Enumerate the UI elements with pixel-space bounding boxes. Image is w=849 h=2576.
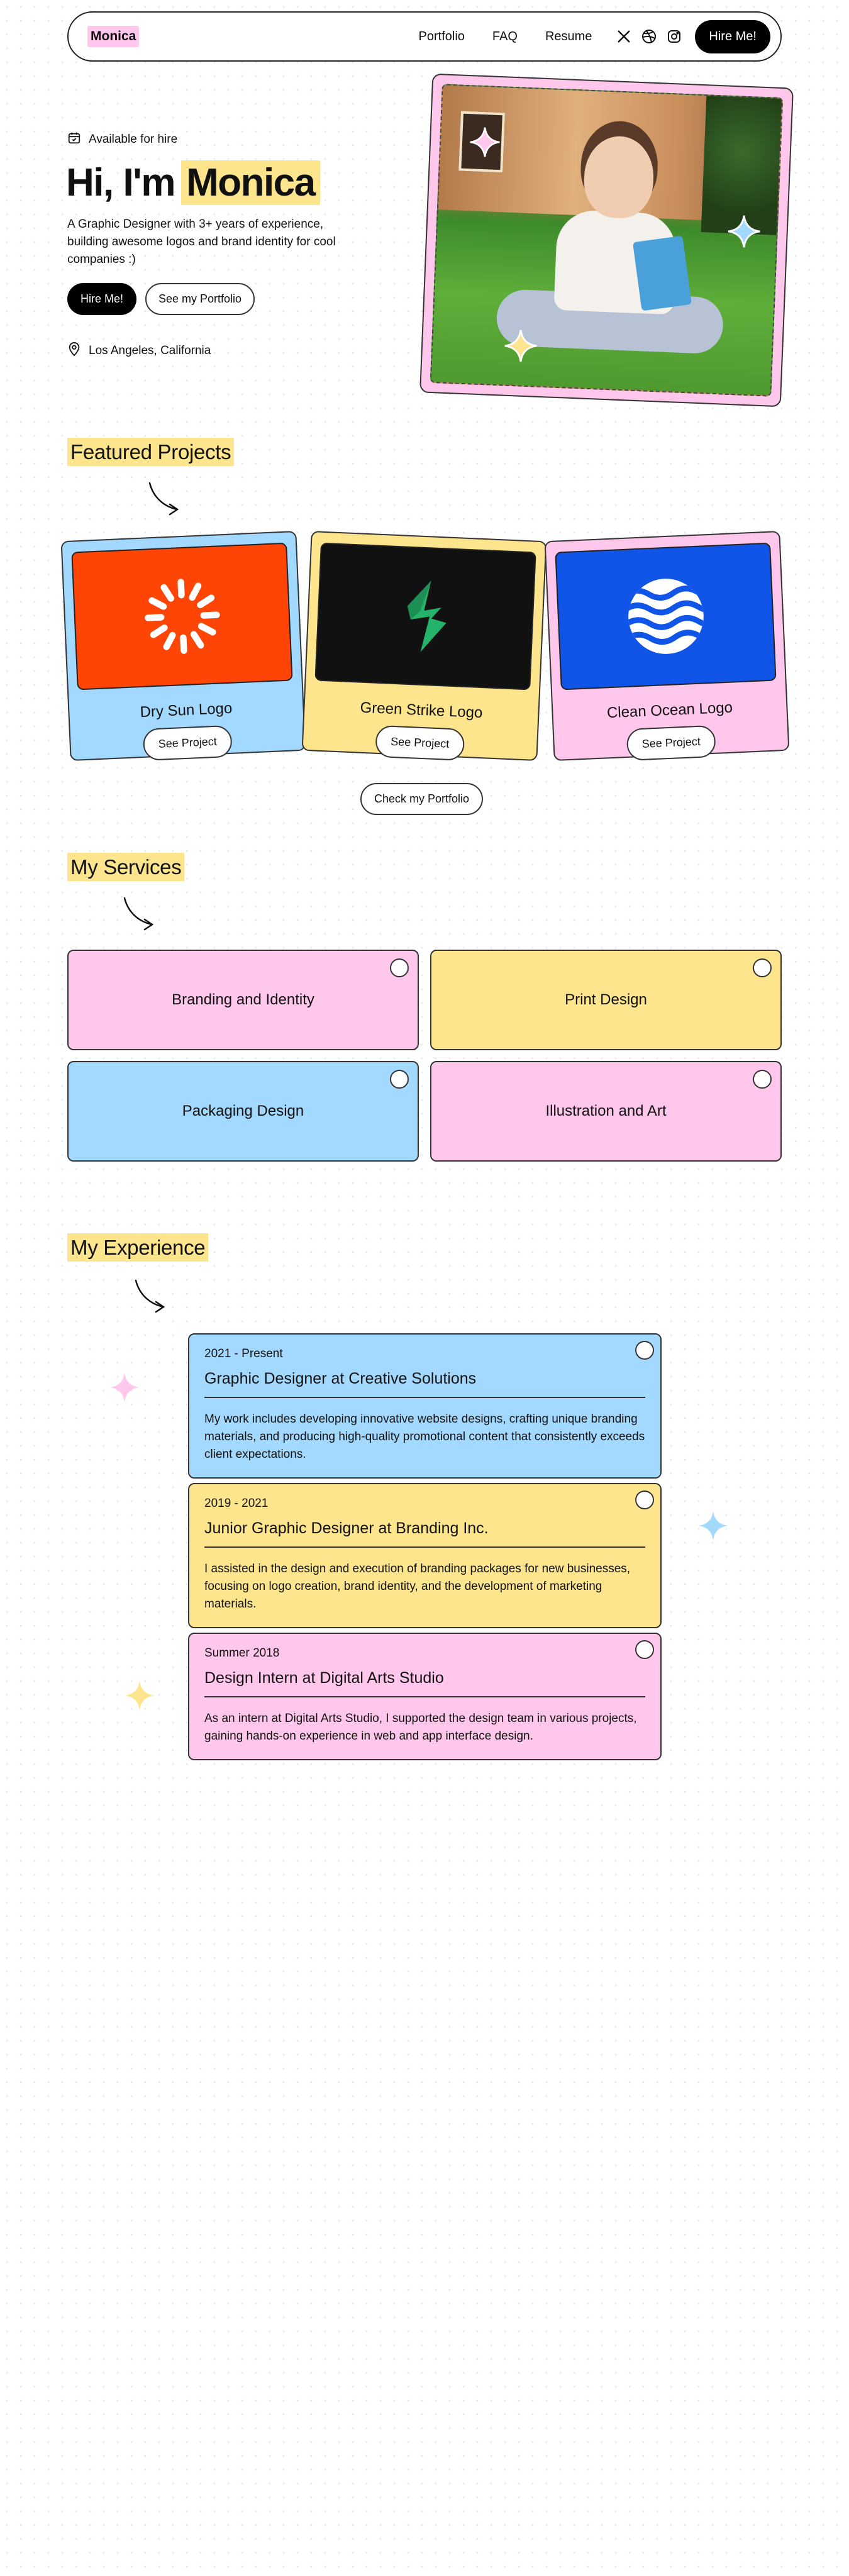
services-heading: My Services	[67, 853, 184, 881]
site-logo[interactable]: Monica	[87, 26, 139, 47]
project-card-green-strike[interactable]	[302, 531, 547, 761]
experience-toggle[interactable]	[635, 1341, 654, 1360]
nav-links	[419, 30, 592, 44]
service-name: Illustration and Art	[545, 1102, 667, 1119]
sun-logo-icon	[140, 574, 225, 659]
hero-heading	[66, 160, 320, 205]
project-name: Dry Sun Logo	[140, 699, 233, 721]
location-pin-icon	[67, 341, 81, 360]
clean-ocean-logo-image	[555, 543, 776, 691]
experience-description: My work includes developing innovative website designs, crafting unique branding materials, and producing high-quality promotional content that consistently exceeds client expectations.	[204, 1413, 645, 1461]
experience-role: Design Intern at Digital Arts Studio	[204, 1669, 645, 1697]
service-toggle[interactable]	[753, 1070, 772, 1089]
experience-description: I assisted in the design and execution of branding packages for new businesses, focusing on logo creation, brand identity, and the development of marketing materials.	[204, 1562, 631, 1611]
hire-me-nav-button[interactable]: Hire Me!	[695, 20, 770, 53]
project-name: Clean Ocean Logo	[606, 699, 733, 722]
nav-link-portfolio[interactable]: Portfolio	[418, 29, 465, 43]
experience-role: Graphic Designer at Creative Solutions	[204, 1370, 645, 1398]
x-icon[interactable]	[616, 28, 632, 45]
instagram-icon[interactable]	[666, 28, 682, 45]
experience-card	[188, 1333, 662, 1479]
arrow-down-icon	[132, 1277, 170, 1314]
project-card-clean-ocean[interactable]	[545, 531, 790, 761]
green-strike-logo-image	[314, 543, 536, 691]
experience-heading: My Experience	[67, 1233, 208, 1262]
arrow-down-icon	[121, 894, 158, 932]
experience-date: 2021 - Present	[204, 1347, 283, 1360]
sparkle-yellow-icon	[503, 328, 538, 364]
service-toggle[interactable]	[753, 958, 772, 977]
experience-card	[188, 1633, 662, 1760]
see-project-button[interactable]: See Project	[143, 725, 233, 761]
services-heading-wrap	[67, 855, 184, 879]
sparkle-blue-icon	[697, 1509, 730, 1542]
project-name: Green Strike Logo	[360, 699, 483, 722]
top-navbar	[67, 11, 782, 62]
nav-link-faq[interactable]: FAQ	[492, 29, 518, 43]
see-portfolio-button[interactable]: See my Portfolio	[145, 283, 255, 315]
availability-tag	[67, 131, 177, 148]
experience-role: Junior Graphic Designer at Branding Inc.	[204, 1519, 645, 1548]
experience-date: Summer 2018	[204, 1646, 280, 1660]
experience-card	[188, 1483, 662, 1628]
service-toggle[interactable]	[390, 958, 409, 977]
see-project-button[interactable]: See Project	[375, 725, 465, 761]
wave-logo-icon	[623, 574, 709, 659]
social-icons	[616, 28, 682, 45]
availability-text: Available for hire	[89, 133, 178, 146]
experience-heading-wrap	[67, 1236, 208, 1260]
nav-link-resume[interactable]: Resume	[545, 29, 592, 43]
service-card-illustration[interactable]	[430, 1061, 782, 1162]
experience-description: As an intern at Digital Arts Studio, I supported the design team in various projects, gaining hands-on experience in web and app interface design.	[204, 1712, 637, 1743]
experience-toggle[interactable]	[635, 1491, 654, 1509]
see-project-button[interactable]: See Project	[626, 725, 716, 761]
bolt-logo-icon	[396, 577, 455, 655]
service-card-packaging[interactable]	[67, 1061, 419, 1162]
service-name: Branding and Identity	[172, 991, 314, 1008]
sparkle-pink-icon	[108, 1371, 141, 1404]
check-portfolio-button[interactable]: Check my Portfolio	[360, 783, 483, 815]
check-portfolio-wrap	[360, 783, 483, 815]
project-card-dry-sun[interactable]	[61, 531, 306, 761]
hire-me-button[interactable]: Hire Me!	[67, 283, 136, 315]
experience-date: 2019 - 2021	[204, 1497, 269, 1510]
location	[67, 341, 211, 360]
service-name: Packaging Design	[182, 1102, 304, 1119]
dry-sun-logo-image	[71, 543, 292, 691]
location-text: Los Angeles, California	[89, 344, 211, 357]
sparkle-blue-icon	[726, 214, 762, 249]
projects-heading-wrap	[67, 440, 234, 464]
service-toggle[interactable]	[390, 1070, 409, 1089]
sparkle-yellow-icon	[123, 1679, 156, 1712]
calendar-icon	[67, 131, 81, 148]
hero-buttons	[67, 283, 255, 315]
hero-name: Monica	[181, 160, 320, 205]
experience-toggle[interactable]	[635, 1640, 654, 1659]
sparkle-pink-icon	[469, 126, 501, 158]
arrow-down-icon	[146, 479, 184, 517]
dribbble-icon[interactable]	[641, 28, 657, 45]
service-name: Print Design	[565, 991, 647, 1008]
projects-heading: Featured Projects	[67, 438, 234, 466]
service-card-print[interactable]	[430, 950, 782, 1050]
hero-description: A Graphic Designer with 3+ years of experience, building awesome logos and brand identity for cool companies :)	[67, 218, 336, 266]
service-card-branding[interactable]	[67, 950, 419, 1050]
hero-greeting: Hi, I'm	[66, 161, 175, 204]
